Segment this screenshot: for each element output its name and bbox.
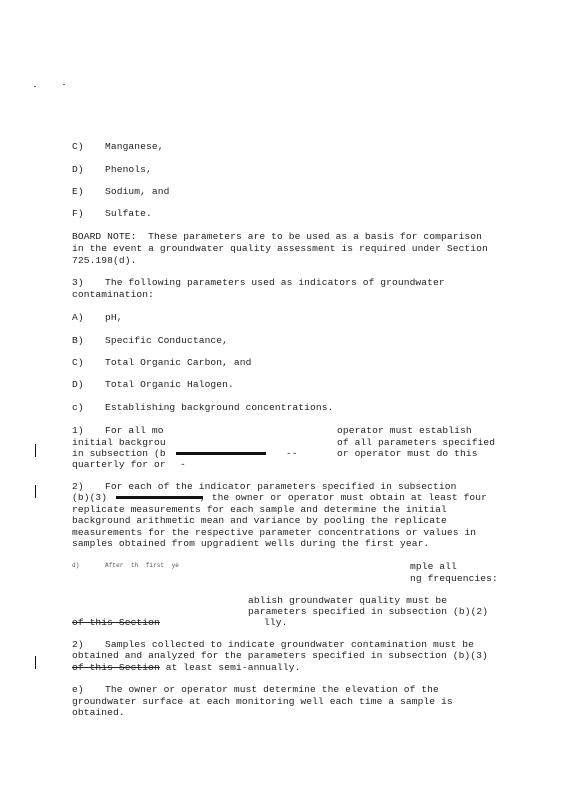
c2-line: background arithmetic mean and variance by pooling the replicate [72,515,447,526]
change-bar [35,444,36,457]
indicator-text: Specific Conductance, [105,335,229,346]
c2-line: (b)(3) [72,492,108,503]
d-fragment: After th first ye [105,562,180,569]
c1-line: -- [286,448,298,459]
e-line: obtained. [72,707,125,718]
list-item-f: F) [72,208,84,219]
d2-line: Samples collected to indicate groundwater contamination must be [105,639,475,650]
c1-line: For all mo [105,425,164,436]
indicator-text: Total Organic Halogen. [105,379,234,390]
c2-line: samples obtained from upgradient wells during the first year. [72,538,430,549]
e-marker: e) [72,684,84,695]
c1-line: of all parameters specified [337,437,496,448]
list-item-c [72,141,84,153]
indicator-marker: C) [72,357,84,368]
c2-line: , the owner or operator must obtain at least four [200,492,488,503]
indicator-marker: A) [72,312,84,323]
redaction-bar [176,452,266,455]
partial-line: lly. [264,617,288,628]
d2-line-rest: at least semi-annually. [159,662,301,673]
board-note-line: BOARD NOTE: These parameters are to be used as a basis for comparison [72,231,483,242]
c1-line: in subsection (b [72,448,166,459]
d2-line [72,662,300,674]
e-line: The owner or operator must determine the elevation of the [105,684,439,695]
board-note-line: in the event a groundwater quality assessment is required under Section [72,243,488,254]
list-item-e: E) [72,186,84,197]
list-item-c-text: Manganese, [105,141,164,152]
partial-line: ng frequencies: [410,573,498,584]
redaction-bar [116,496,203,499]
indicator-marker: B) [72,335,84,346]
e-line: groundwater surface at each monitoring well each time a sample is [72,696,453,707]
item-marker: C) [72,141,84,152]
struck-text: of this Section [72,662,160,673]
list-item-d: D) [72,164,84,175]
board-note-line: 725.198(d). [72,255,137,266]
partial-line: ablish groundwater quality must be [248,595,448,606]
section-c-heading: Establishing background concentrations. [105,402,334,413]
indicator-text: Total Organic Carbon, and [105,357,252,368]
partial-line: mple all [410,561,457,572]
c1-marker: 1) [72,425,84,436]
c1-line: - [180,459,186,470]
para-3-line: contamination: [72,289,155,300]
struck-text: of this Section [72,617,160,628]
partial-line: parameters specified in subsection (b)(2) [248,606,489,617]
c2-marker: 2) [72,481,84,492]
c1-line: initial backgrou [72,437,166,448]
list-item-e-text: Sodium, and [105,186,170,197]
para-3-line: The following parameters used as indicators of groundwater [105,277,445,288]
change-bar [35,656,36,669]
scan-speck [34,86,36,87]
indicator-marker: D) [72,379,84,390]
indicator-text: pH, [105,312,123,323]
list-item-f-text: Sulfate. [105,208,152,219]
c2-line: measurements for the respective parameter concentrations or values in [72,527,477,538]
c2-line: For each of the indicator parameters specified in subsection [105,481,457,492]
d-marker: d) [72,562,80,569]
c2-line: replicate measurements for each sample and determine the initial [72,504,447,515]
list-item-d-text: Phenols, [105,164,152,175]
d2-marker: 2) [72,639,84,650]
c1-line: operator must establish [337,425,472,436]
section-c-marker: c) [72,402,84,413]
c1-line: quarterly for or [72,459,166,470]
scan-speck [63,84,65,85]
d2-line: obtained and analyzed for the parameters specified in subsection (b)(3) [72,650,488,661]
c1-line: or operator must do this [337,448,478,459]
change-bar [35,485,36,498]
para-3-marker: 3) [72,277,84,288]
